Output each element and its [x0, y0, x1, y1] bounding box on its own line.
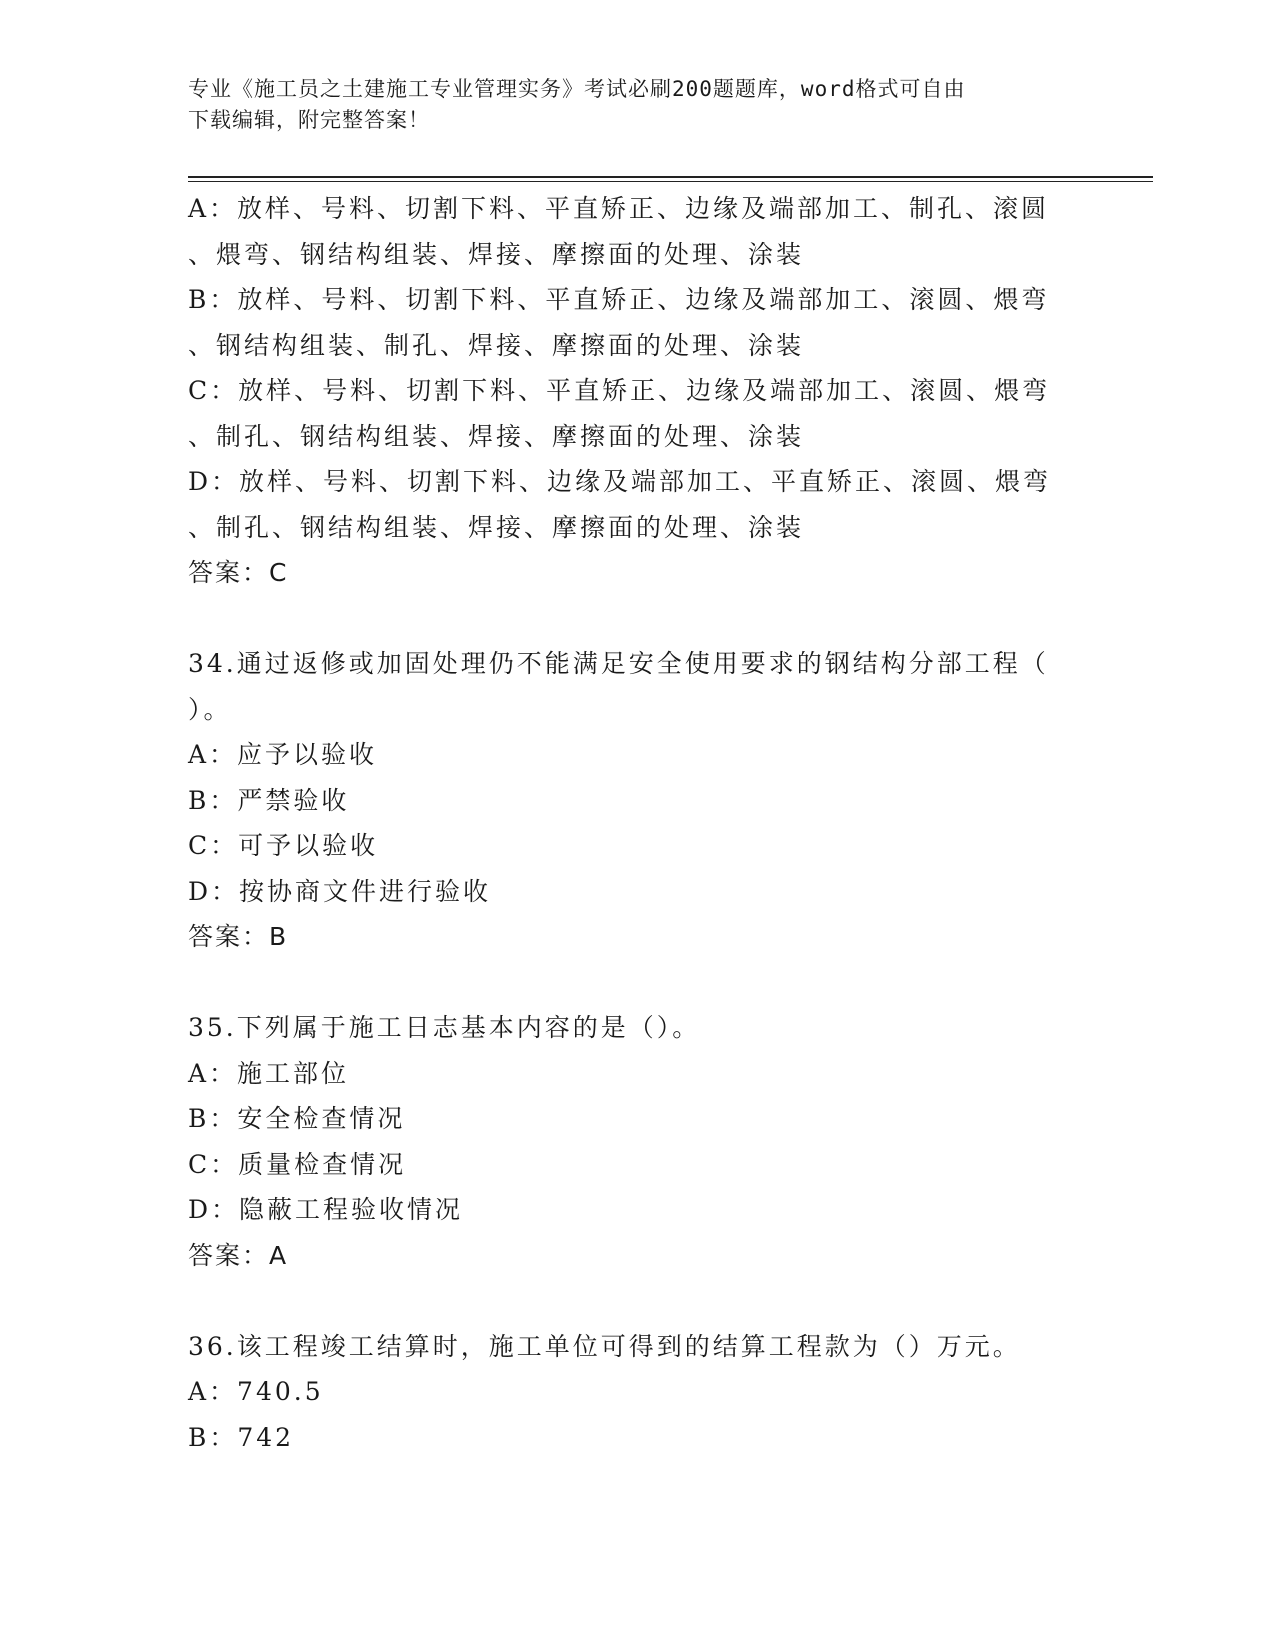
- q33-option-d-line-1: D：放样、号料、切割下料、边缘及端部加工、平直矫正、滚圆、煨弯: [188, 467, 1052, 496]
- q33-option-d-line-2: 、制孔、钢结构组装、焊接、摩擦面的处理、涂装: [188, 512, 805, 542]
- header-rule-thick: [188, 176, 1153, 178]
- q34-option-b: B：严禁验收: [188, 785, 350, 815]
- spacer: [188, 596, 1088, 642]
- question-list: [188, 186, 1088, 1460]
- q36-option-a: A：740.5: [188, 1377, 324, 1406]
- q35-option-d: D：隐蔽工程验收情况: [188, 1195, 464, 1224]
- q35-option-a: A：施工部位: [188, 1058, 350, 1088]
- q34-answer: 答案：B: [188, 922, 289, 951]
- q36-option-b: B：742: [188, 1422, 295, 1452]
- q35-answer: 答案：A: [188, 1240, 289, 1270]
- q33-option-c-line-1: C：放样、号料、切割下料、平直矫正、边缘及端部加工、滚圆、煨弯: [188, 376, 1051, 405]
- q34-stem-line-2: ）。: [188, 694, 232, 724]
- q34-option-a: A：应予以验收: [188, 740, 378, 769]
- q33-option-b-line-2: 、钢结构组装、制孔、焊接、摩擦面的处理、涂装: [188, 330, 805, 360]
- q34-stem-line-1: 34.通过返修或加固处理仍不能满足安全使用要求的钢结构分部工程（: [188, 649, 1049, 678]
- q35-stem: 35.下列属于施工日志基本内容的是（）。: [188, 1013, 701, 1042]
- q35-option-b: B：安全检查情况: [188, 1104, 406, 1133]
- spacer: [188, 1278, 1088, 1324]
- header-rule-thin: [188, 181, 1153, 182]
- header-line-1: 专业《施工员之土建施工专业管理实务》考试必刷200题题库，word格式可自由: [188, 77, 966, 101]
- q33-option-b-line-1: B：放样、号料、切割下料、平直矫正、边缘及端部加工、滚圆、煨弯: [188, 285, 1050, 314]
- header-line-2: 下载编辑，附完整答案！: [188, 108, 430, 132]
- q33-option-a-line-2: 、煨弯、钢结构组装、焊接、摩擦面的处理、涂装: [188, 239, 805, 269]
- q36-stem: 36.该工程竣工结算时，施工单位可得到的结算工程款为（）万元。: [188, 1331, 1021, 1361]
- q34-option-d: D：按协商文件进行验收: [188, 876, 492, 906]
- q33-answer: 答案：C: [188, 558, 289, 587]
- page-header: [188, 74, 1088, 136]
- q33-option-a-line-1: A：放样、号料、切割下料、平直矫正、边缘及端部加工、制孔、滚圆: [188, 194, 1050, 223]
- q35-option-c: C：质量检查情况: [188, 1149, 407, 1179]
- q34-option-c: C：可予以验收: [188, 831, 379, 860]
- q33-option-c-line-2: 、制孔、钢结构组装、焊接、摩擦面的处理、涂装: [188, 421, 805, 451]
- spacer: [188, 960, 1088, 1006]
